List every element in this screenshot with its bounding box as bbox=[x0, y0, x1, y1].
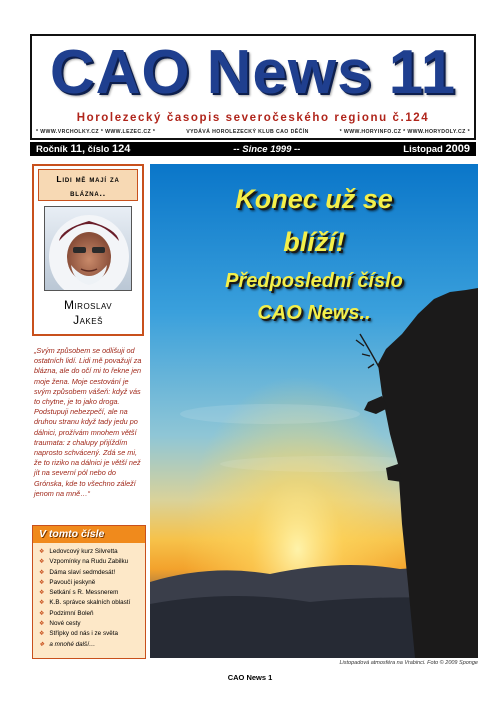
toc-item-label: K.B. správce skalních oblastí bbox=[49, 599, 131, 607]
toc-item-label: Nové cesty bbox=[49, 620, 81, 628]
toc-item[interactable] bbox=[39, 547, 141, 557]
toc-item[interactable] bbox=[39, 629, 141, 639]
cover-subheadline-line1: Předposlední číslo bbox=[225, 270, 403, 292]
diamond-bullet-icon: ❖ bbox=[39, 549, 45, 555]
diamond-bullet-icon: ❖ bbox=[39, 621, 45, 628]
magazine-title bbox=[32, 38, 474, 106]
title-word-cao: CAO bbox=[49, 37, 191, 107]
portrait-illustration bbox=[45, 207, 132, 291]
issue-date bbox=[403, 143, 470, 155]
magazine-subtitle: Horolezecký časopis severočeského regionu č.124 bbox=[76, 112, 430, 124]
toc-item[interactable] bbox=[39, 598, 141, 608]
toc-item-label: Podzimní Boleň bbox=[49, 609, 94, 617]
toc-item-label: Vzpomínky na Rudu Zabilku bbox=[49, 558, 129, 566]
masthead-links bbox=[36, 129, 470, 135]
since-text: -- Since 1999 -- bbox=[233, 143, 301, 155]
title-word-news: News bbox=[206, 37, 373, 107]
interview-quote: „Svým způsobem se odlišuji od ostatních lidí. Lidi mě považují za blázna, ale do očí mi to řekne jen moje žena. Moje cestování je svým způsobem vášeň: když vás to chytne, je to jako droga. Podstupuji nebezpečí, ale na druhou stranu když tady jedu po dálnici, prožívám mnohem větší traumata: z chalupy přijíždím naprosto schvácený. Zdá se mi, že to riziko na dálnici je větší než jít na severní pól nebo do Grónska, kde to všechno záleží jenom na mně…“ bbox=[34, 346, 142, 498]
cover-subheadline-line2: CAO News.. bbox=[257, 302, 371, 324]
issue-month: Listopad bbox=[403, 144, 443, 155]
diamond-bullet-icon: ❖ bbox=[39, 559, 45, 566]
diamond-bullet-icon: ❖ bbox=[39, 610, 45, 617]
toc-item[interactable] bbox=[39, 619, 141, 629]
profile-heading bbox=[38, 169, 138, 201]
diamond-bullet-icon: ❖ bbox=[39, 600, 45, 607]
profile-box bbox=[32, 164, 144, 336]
diamond-bullet-icon: ❖ bbox=[39, 641, 45, 648]
photo-caption: Listopadová atmosféra na Vrabinci. Foto © 2009 Sponge bbox=[339, 660, 478, 666]
toc-item[interactable] bbox=[39, 557, 141, 567]
links-right: * WWW.HORYINFO.CZ * WWW.HORYDOLY.CZ * bbox=[339, 129, 470, 135]
diamond-bullet-icon: ❖ bbox=[39, 590, 45, 597]
profile-heading-line2: blázna.. bbox=[70, 188, 106, 198]
cover-headline-line2: blíží! bbox=[283, 227, 345, 257]
toc-list bbox=[33, 543, 145, 650]
issue-bar bbox=[30, 142, 476, 156]
cover-headline-line1: Konec už se bbox=[235, 184, 393, 214]
toc-item[interactable] bbox=[39, 568, 141, 578]
profile-heading-line1: Lidi mě mají za bbox=[56, 174, 120, 184]
toc-item-label: a mnohé další… bbox=[49, 640, 96, 648]
masthead bbox=[30, 34, 476, 140]
issue-number: 124 bbox=[111, 143, 131, 155]
diamond-bullet-icon: ❖ bbox=[39, 579, 45, 586]
toc-item[interactable] bbox=[39, 578, 141, 588]
profile-last-name: Jakeš bbox=[73, 313, 103, 327]
toc-heading: V tomto čísle bbox=[33, 526, 145, 543]
title-issue-number: 11 bbox=[388, 37, 457, 107]
toc-item-label: Setkání s R. Messnerem bbox=[49, 589, 119, 597]
publisher-line: VYDÁVÁ HOROLEZECKÝ KLUB CAO DĚČÍN bbox=[186, 129, 309, 135]
profile-name bbox=[34, 298, 142, 328]
page-footer: CAO News 1 bbox=[227, 673, 273, 682]
toc-item-label: Dáma slaví sedmdesát! bbox=[49, 568, 116, 576]
cover-photo bbox=[150, 164, 478, 658]
diamond-bullet-icon: ❖ bbox=[39, 631, 45, 638]
diamond-bullet-icon: ❖ bbox=[39, 569, 45, 576]
toc-item-label: Pavoučí jeskyně bbox=[49, 578, 96, 586]
toc-item[interactable] bbox=[39, 609, 141, 619]
profile-first-name: Miroslav bbox=[63, 298, 113, 312]
issue-year: 2009 bbox=[445, 143, 470, 155]
toc-item[interactable] bbox=[39, 640, 141, 650]
volume-label: Ročník bbox=[36, 144, 68, 155]
toc-item-label: Ledovcový kurz Silvretta bbox=[49, 548, 118, 555]
table-of-contents bbox=[32, 525, 146, 659]
volume-number: 11, bbox=[70, 143, 86, 155]
links-left: * WWW.VRCHOLKY.CZ * WWW.LEZEC.CZ * bbox=[36, 129, 156, 135]
toc-item[interactable] bbox=[39, 588, 141, 598]
volume-info bbox=[36, 143, 130, 155]
portrait-photo bbox=[44, 206, 132, 291]
issue-label: číslo bbox=[87, 144, 110, 155]
toc-item-label: Střípky od nás i ze světa bbox=[49, 630, 118, 638]
